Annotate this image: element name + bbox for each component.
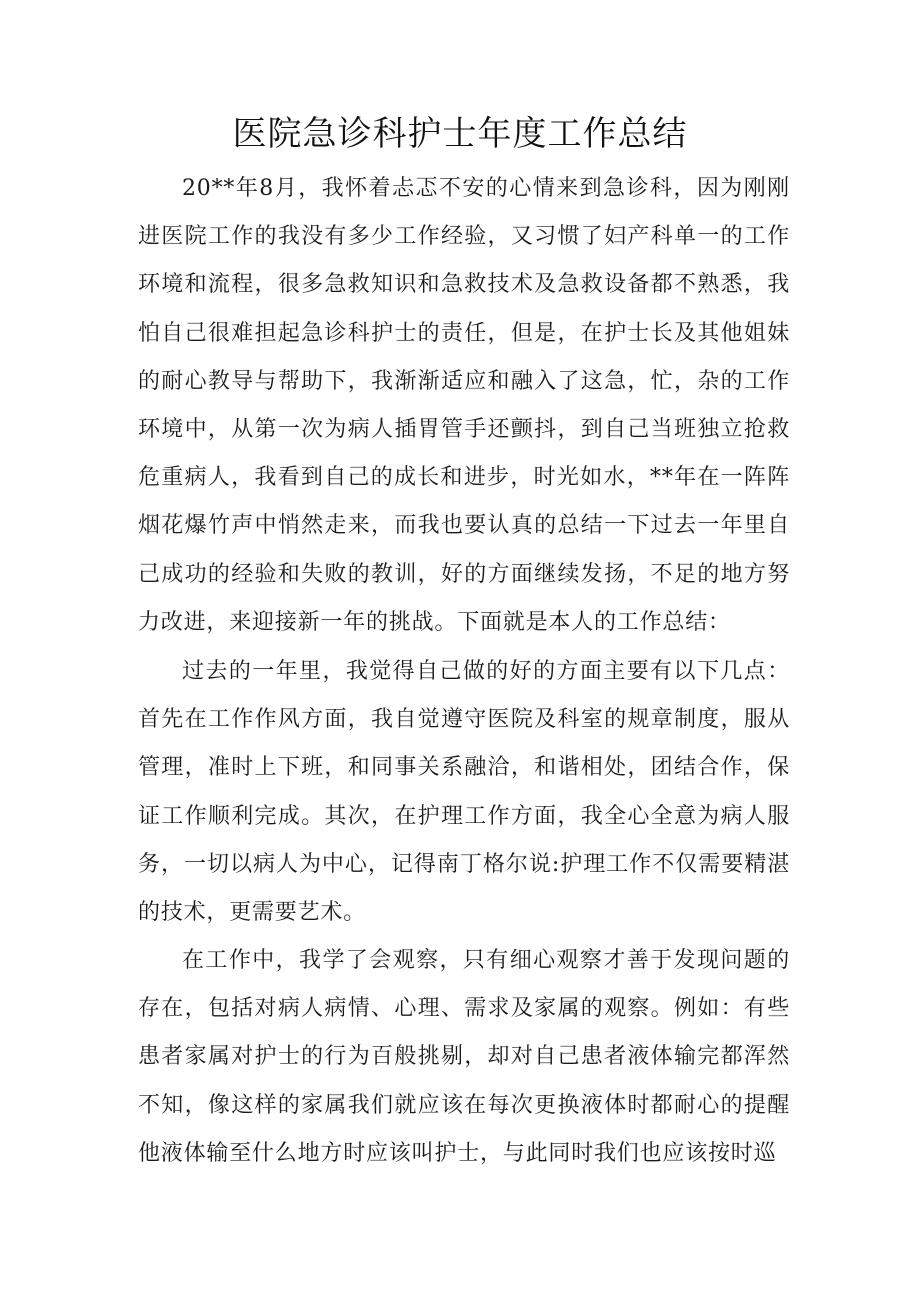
paragraph-work-style: 过去的一年里，我觉得自己做的好的方面主要有以下几点：首先在工作作风方面，我自觉遵守医院及科室的规章制度，服从管理，准时上下班，和同事关系融洽，和谐相处，团结合作，保证工作顺利完成。其次，在护理工作方面，我全心全意为病人服务，一切以病人为中心，记得南丁格尔说:护理工作不仅需要精湛的技术，更需要艺术。 xyxy=(138,659,790,926)
paragraph-intro: 20**年8月，我怀着忐忑不安的心情来到急诊科，因为刚刚进医院工作的我没有多少工作经验，又习惯了妇产科单一的工作环境和流程，很多急救知识和急救技术及急救设备都不熟悉，我怕自己很难担起急诊科护士的责任，但是，在护士长及其他姐妹的耐心教导与帮助下，我渐渐适应和融入了这急，忙，杂的工作环境中，从第一次为病人插胃管手还颤抖，到自己当班独立抢救危重病人，我看到自己的成长和进步，时光如水，**年在一阵阵烟花爆竹声中悄然走来，而我也要认真的总结一下过去一年里自己成功的经验和失败的教训，好的方面继续发扬，不足的地方努力改进，来迎接新一年的挑战。下面就是本人的工作总结： xyxy=(138,176,790,635)
document-title: 医院急诊科护士年度工作总结 xyxy=(232,114,688,154)
paragraph-observation: 在工作中，我学了会观察，只有细心观察才善于发现问题的存在，包括对病人病情、心理、需求及家属的观察。例如：有些患者家属对护士的行为百般挑剔，却对自己患者液体输完都浑然不知，像这样的家属我们就应该在每次更换液体时都耐心的提醒他液体输至什么地方时应该叫护士，与此同时我们也应该按时巡 xyxy=(138,948,790,1166)
